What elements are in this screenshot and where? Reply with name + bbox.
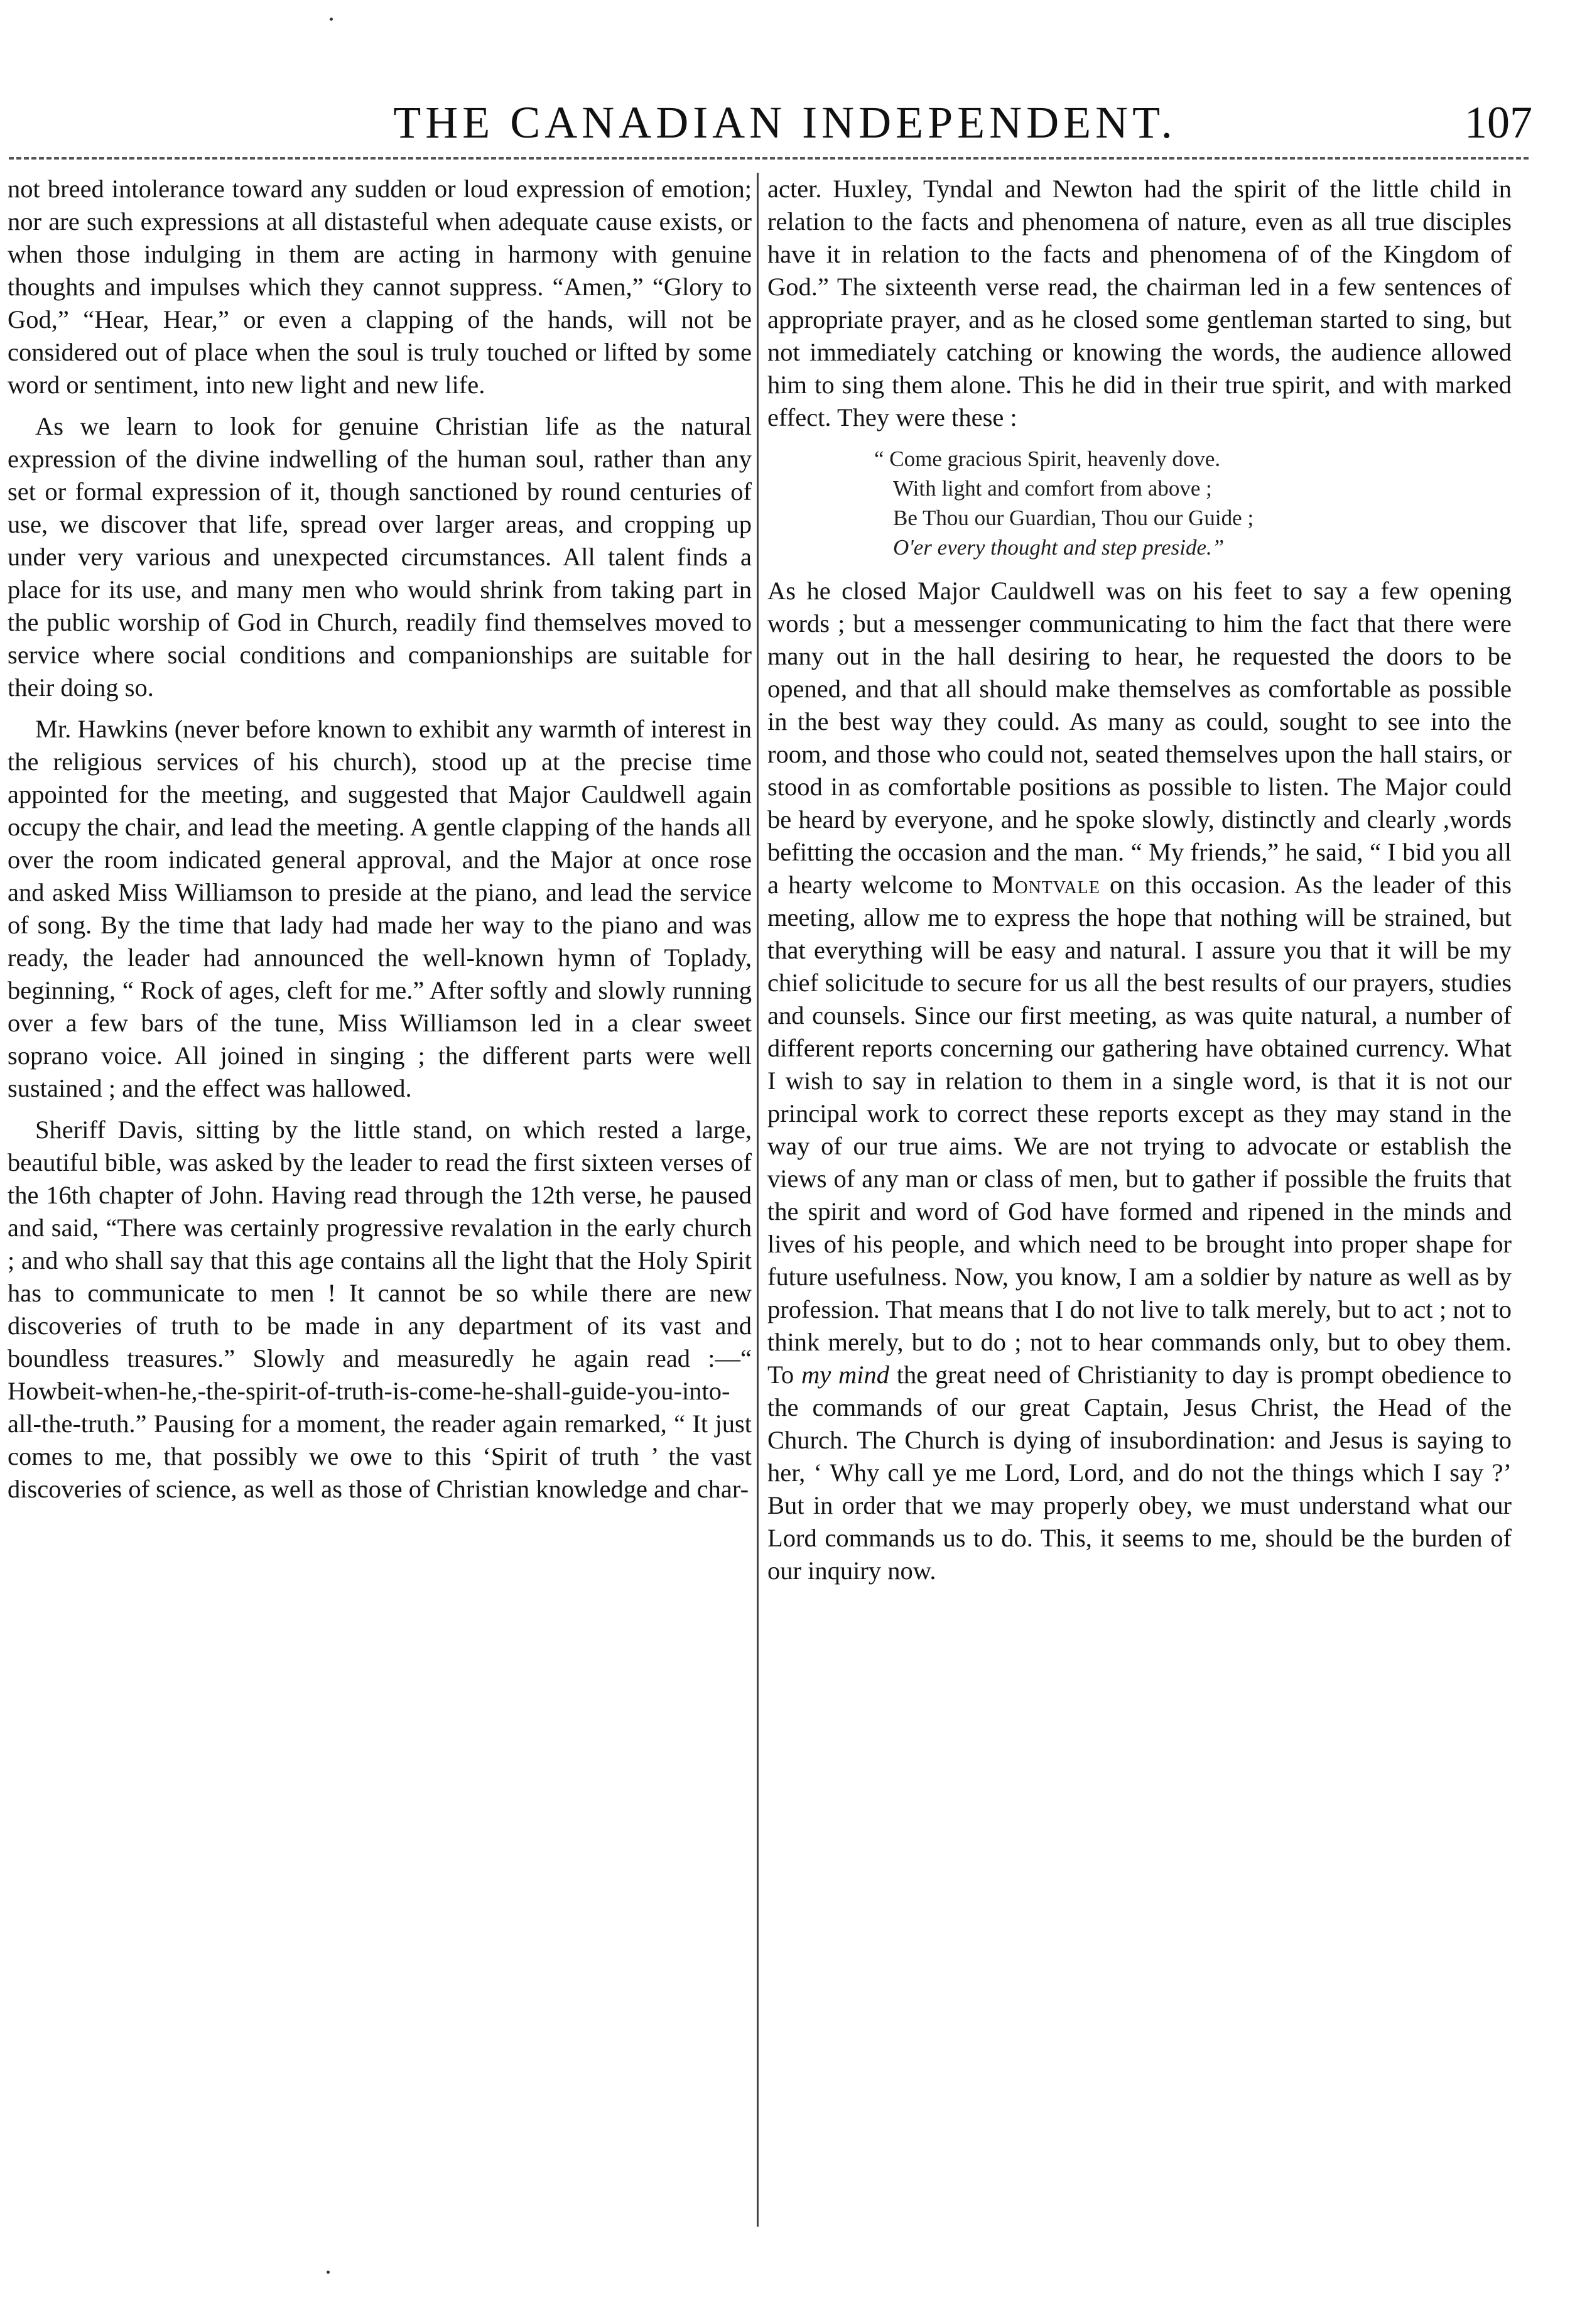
page-number: 107 bbox=[1464, 97, 1532, 148]
paragraph: Sheriff Davis, sitting by the little stand, on which rested a large, beautiful bible, was asked by the leader to read the first sixteen verses of the 16th chapter of John. Having read through the 12th verse, he paused and said, “There was certainly progressive revalation in the early church ; and who shall say that this age contains all the light that the Holy Spirit has to communicate to men ! It cannot be so while there are new discoveries of truth to be made in any department of its vast and boundless treasures.” Slowly and measuredly he again read :—“ Howbeit-when-he,-the-spirit-of-truth-is-come-he-shall-guide-you-into-all-the-truth.” Pausing for a moment, the reader again remarked, “ It just comes to me, that possibly we owe to this ‘Spirit of truth ’ the vast discoveries of science, as well as those of Christian knowledge and char- bbox=[8, 1116, 752, 1503]
right-column bbox=[767, 173, 1512, 1596]
emphasis-text: my mind bbox=[801, 1360, 889, 1389]
header-rule bbox=[9, 157, 1529, 160]
print-speck bbox=[330, 18, 333, 21]
print-speck bbox=[327, 2271, 330, 2274]
column-divider bbox=[757, 173, 759, 2227]
paragraph: acter. Huxley, Tyndal and Newton had the spirit of the little child in relation to the facts and phenomena of nature, even as all true disciples have it in relation to the facts and phenomena of of the Kingdom of God.” The sixteenth verse read, the chairman led in a few sentences of appropriate prayer, and as he closed some gentleman started to sing, but not immediately catching or knowing the words, the audience allowed him to sing them alone. This he did in their true spirit, and with marked effect. They were these : bbox=[767, 175, 1512, 432]
paragraph: not breed intolerance toward any sudden or loud expression of emotion; nor are such expressions at all distasteful when adequate cause exists, or when those indulging in them are acting in harmony with genuine thoughts and impulses which they cannot suppress. “Amen,” “Glory to God,” “Hear, Hear,” or even a clapping of the hands, will not be considered out of place when the soul is truly touched or lifted by some word or sentiment, into new light and new life. bbox=[8, 175, 752, 399]
hymn-line: With light and comfort from above ; bbox=[893, 476, 1212, 501]
place-name: Montvale bbox=[992, 871, 1100, 899]
paragraph-text: the great need of Christianity to day is prompt obedience to the commands of our great Captain, Jesus Christ, the Head of the Church. The Church is dying of insubordination: and Jesus is saying to her, ‘ Why call ye me Lord, Lord, and do not the things which I say ?’ But in order that we may properly obey, we must understand what our Lord commands us to do. This, it seems to me, should be the burden of our inquiry now. bbox=[767, 1360, 1512, 1585]
paragraph: As we learn to look for genuine Christian life as the natural expression of the divine indwelling of the human soul, rather than any set or formal expression of it, though sanctioned by round centuries of use, we discover that life, spread over larger areas, and cropping up under very various and unexpected circumstances. All talent finds a place for its use, and many men who would shrink from taking part in the public worship of God in Church, readily find themselves moved to service where social conditions and companionships are suitable for their doing so. bbox=[8, 412, 752, 702]
page-header bbox=[0, 88, 1570, 157]
paragraph bbox=[767, 575, 1512, 1587]
paragraph-text: on this occasion. As the leader of this meeting, allow me to express the hope that nothing will be strained, but that everything will be easy and natural. I assure you that it will be my chief solicitude to secure for us all the best results of our prayers, studies and counsels. Since our first meeting, as was quite natural, a number of different reports concerning our gathering have obtained currency. What I wish to say in relation to them in a single word, is that it is not our principal work to correct these reports except as they may stand in the way of our true aims. We are not trying to advocate or establish the views of any man or class of men, but to gather if possible the fruits that the spirit and word of God have formed and ripened in the minds and lives of his people, and which need to be brought into proper shape for future usefulness. Now, you know, I am a soldier by nature as well as by profession. That means that I do not live to talk merely, but to act ; not to think merely, but to do ; not to hear commands only, but to obey them. To bbox=[767, 871, 1512, 1389]
paragraph-text: As he closed Major Cauldwell was on his feet to say a few opening words ; but a messenger communicating to him the fact that there were many out in the hall desiring to hear, he requested the doors to be opened, and that all should make themselves as comfortable as possible in the best way they could. As many as could, sought to see into the room, and those who could not, seated themselves upon the hall stairs, or stood in as comfortable positions as possible to listen. The Major could be heard by everyone, and he spoke slowly, distinctly and clearly ,words befitting the occasion and the man. “ My friends,” he said, “ I bid you all a hearty welcome to bbox=[767, 577, 1512, 899]
hymn-line: “ Come gracious Spirit, heavenly dove. bbox=[874, 447, 1221, 471]
hymn-line: Be Thou our Guardian, Thou our Guide ; bbox=[893, 506, 1254, 530]
left-column bbox=[8, 173, 752, 1514]
hymn-verse bbox=[767, 444, 1512, 562]
paragraph: Mr. Hawkins (never before known to exhibit any warmth of interest in the religious services of his church), stood up at the precise time appointed for the meeting, and suggested that Major Cauldwell again occupy the chair, and lead the meeting. A gentle clapping of the hands all over the room indicated general approval, and the Major at once rose and asked Miss Williamson to preside at the piano, and lead the service of song. By the time that lady had made her way to the piano and was ready, the leader had announced the well-known hymn of Toplady, beginning, “ Rock of ages, cleft for me.” After softly and slowly running over a few bars of the tune, Miss Williamson led in a clear sweet soprano voice. All joined in singing ; the different parts were well sustained ; and the effect was hallowed. bbox=[8, 715, 752, 1102]
masthead-title: THE CANADIAN INDEPENDENT. bbox=[393, 97, 1177, 148]
hymn-line: O'er every thought and step preside.” bbox=[893, 535, 1225, 560]
